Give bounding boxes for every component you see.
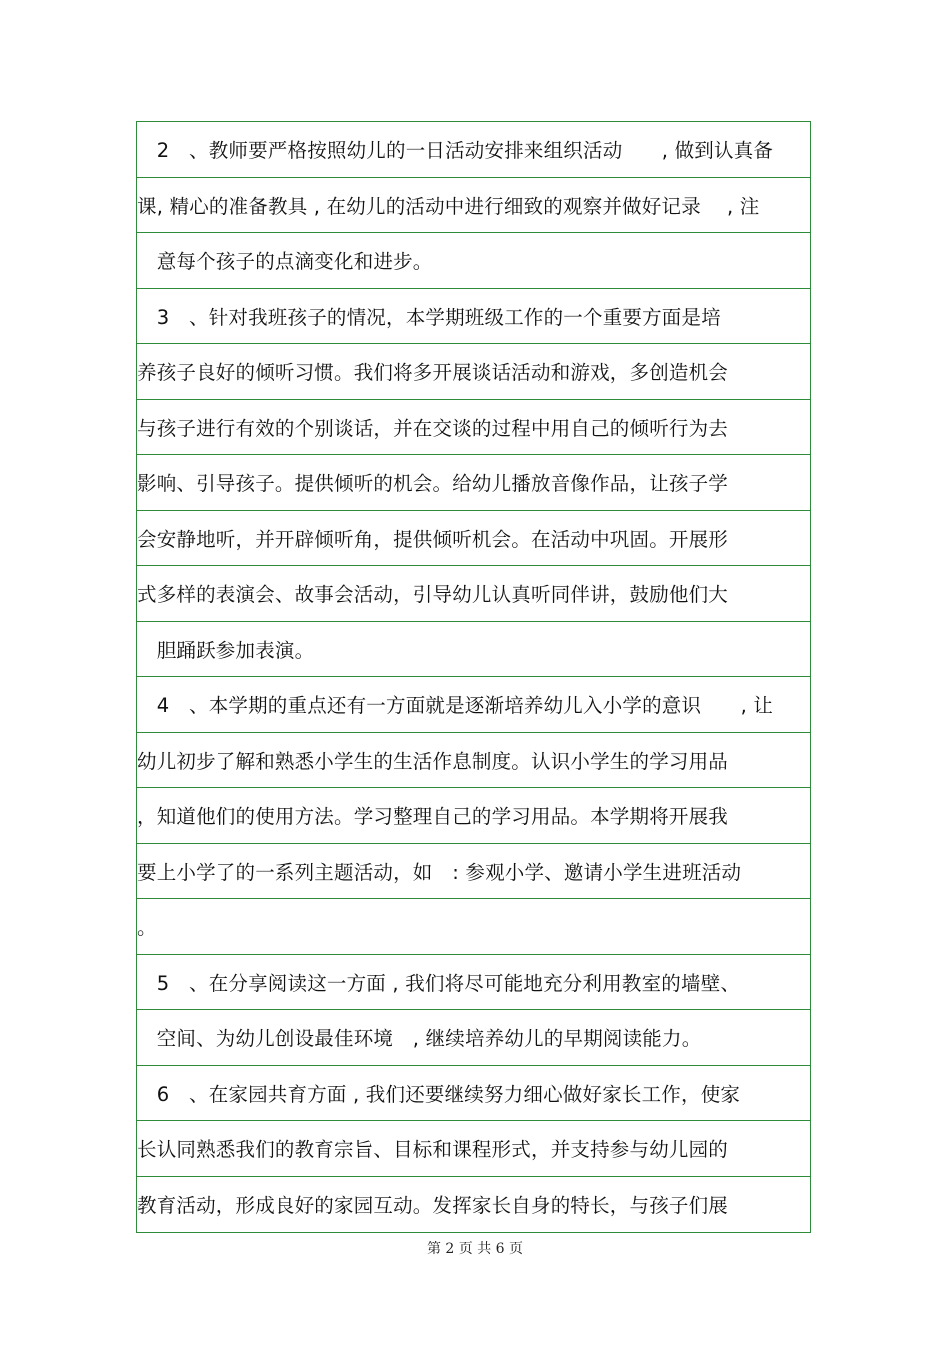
- text-line: 幼儿初步了解和熟悉小学生的生活作息制度。认识小学生的学习用品: [137, 733, 810, 789]
- text-line: 6 、在家园共育方面 , 我们还要继续努力细心做好家长工作，使家: [137, 1066, 810, 1122]
- text-line: 要上小学了的一系列主题活动，如 : 参观小学、邀请小学生进班活动: [137, 844, 810, 900]
- text-line: 会安静地听，并开辟倾听角，提供倾听机会。在活动中巩固。开展形: [137, 511, 810, 567]
- text-line: 。: [137, 899, 810, 955]
- text-line: 式多样的表演会、故事会活动，引导幼儿认真听同伴讲，鼓励他们大: [137, 566, 810, 622]
- text-line: 课, 精心的准备教具 , 在幼儿的活动中进行细致的观察并做好记录 , 注: [137, 178, 810, 234]
- text-line: 教育活动，形成良好的家园互动。发挥家长自身的特长，与孩子们展: [137, 1194, 729, 1218]
- text-line: 养孩子良好的倾听习惯。我们将多开展谈话活动和游戏，多创造机会: [137, 344, 810, 400]
- text-line: 影响、引导孩子。提供倾听的机会。给幼儿播放音像作品，让孩子学: [137, 455, 810, 511]
- text-line: 2 、教师要严格按照幼儿的一日活动安排来组织活动 , 做到认真备: [137, 122, 810, 178]
- text-line: 空间、为幼儿创设最佳环境 , 继续培养幼儿的早期阅读能力。: [137, 1010, 810, 1066]
- text-line: 与孩子进行有效的个别谈话，并在交谈的过程中用自己的倾听行为去: [137, 400, 810, 456]
- text-line: 胆踊跃参加表演。: [137, 622, 810, 678]
- page-footer: 第 2 页 共 6 页: [426, 1241, 524, 1257]
- text-line: 4 、本学期的重点还有一方面就是逐渐培养幼儿入小学的意识 , 让: [137, 677, 810, 733]
- text-line: 长认同熟悉我们的教育宗旨、目标和课程形式，并支持参与幼儿园的: [137, 1121, 810, 1177]
- lined-text-box: [136, 121, 811, 1233]
- text-line: ，知道他们的使用方法。学习整理自己的学习用品。本学期将开展我: [137, 788, 810, 844]
- text-line: 意每个孩子的点滴变化和进步。: [137, 233, 810, 289]
- text-line: 3 、针对我班孩子的情况，本学期班级工作的一个重要方面是培: [137, 289, 810, 345]
- text-line: 5 、在分享阅读这一方面 , 我们将尽可能地充分利用教室的墙壁、: [137, 955, 810, 1011]
